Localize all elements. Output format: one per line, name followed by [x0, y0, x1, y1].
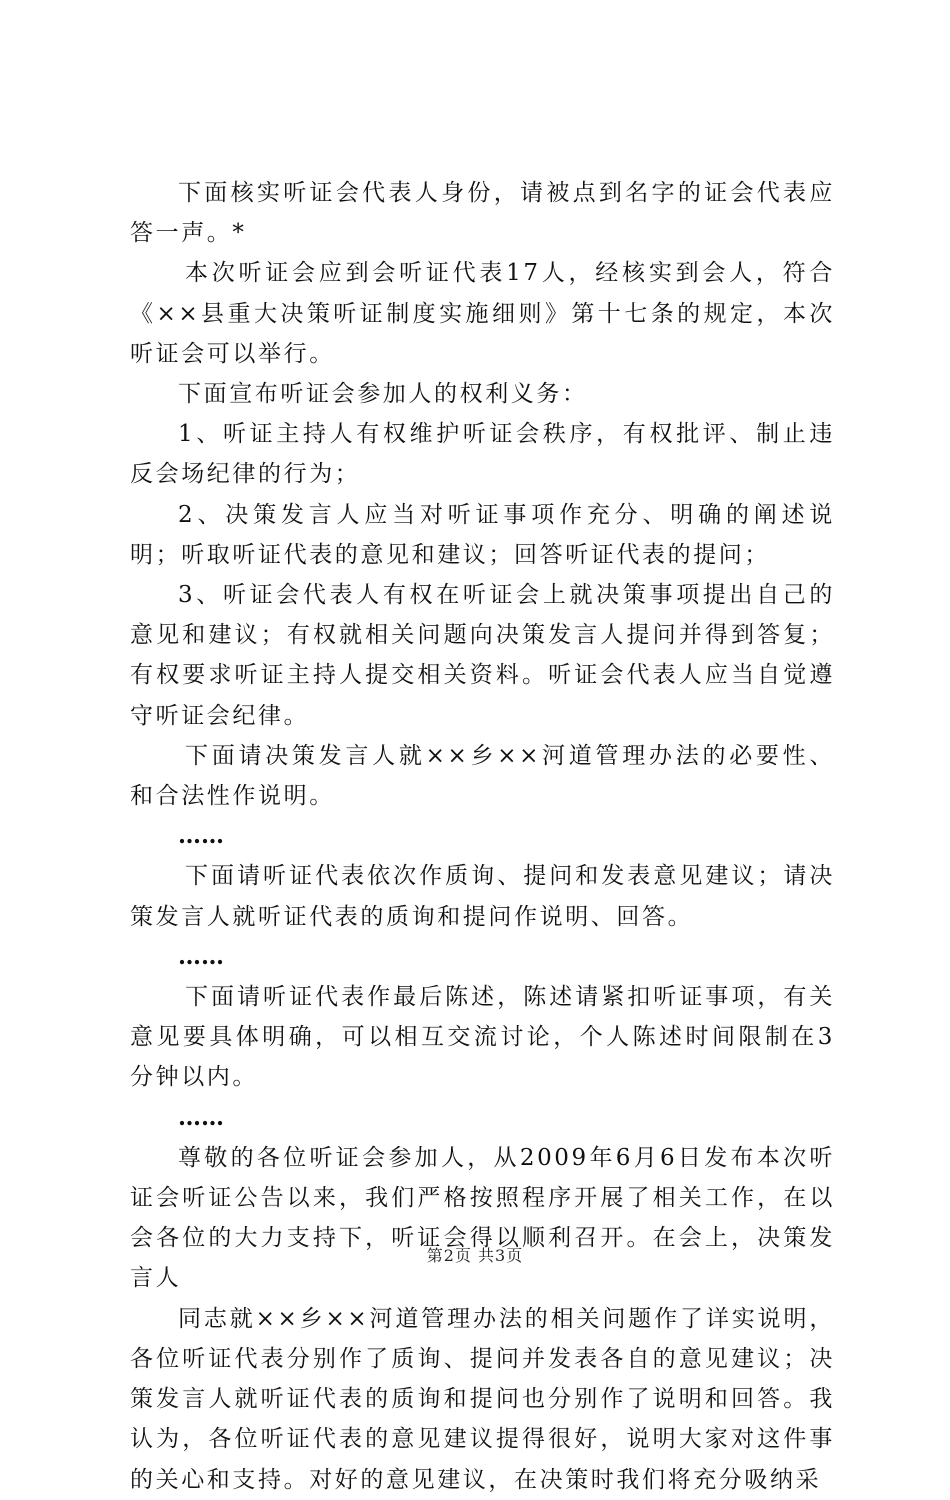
paragraph-final-statement: 下面请听证代表作最后陈述，陈述请紧扣听证事项，有关意见要具体明确，可以相互交流讨论，个人陈述时间限制在3分钟以内。	[130, 984, 835, 1091]
paragraph-closing: 尊敬的各位听证会参加人，从2009年6月6日发布本次听证会听证公告以来，我们严格按照程序开展了相关工作，在以会各位的大力支持下，听证会得以顺利召开。在会上，决策发言人	[130, 1144, 835, 1292]
paragraph-right-2: 2、决策发言人应当对听证事项作充分、明确的阐述说明；听取听证代表的意见和建议；回答听证代表的提问；	[130, 501, 835, 568]
paragraph-summary: 同志就××乡××河道管理办法的相关问题作了详实说明，各位听证代表分别作了质询、提问并发表各自的意见建议；决策发言人就听证代表的质询和提问也分别作了说明和回答。我认为，各位听证代表的意见建议提得很好，说明大家对这件事的关心和支持。对好的意见建议，在决策时我们将充分吸纳采	[130, 1305, 835, 1493]
document-body	[130, 173, 835, 1500]
page-number-footer: 第2页 共3页	[426, 1246, 524, 1265]
paragraph-verify-identity: 下面核实听证会代表人身份，请被点到名字的证会代表应答一声。*	[130, 180, 835, 247]
paragraph-attendance: 本次听证会应到会听证代表17人，经核实到会人，符合《××县重大决策听证制度实施细则》第十七条的规定，本次听证会可以举行。	[130, 260, 835, 367]
paragraph-questioning: 下面请听证代表依次作质询、提问和发表意见建议；请决策发言人就听证代表的质询和提问作说明、回答。	[130, 863, 835, 930]
ellipsis-1: ……	[178, 822, 224, 850]
paragraph-rights-intro: 下面宣布听证会参加人的权利义务：	[178, 381, 588, 408]
paragraph-right-3: 3、听证会代表人有权在听证会上就决策事项提出自己的意见和建议；有权就相关问题向决策发言人提问并得到答复；有权要求听证主持人提交相关资料。听证会代表人应当自觉遵守听证会纪律。	[130, 582, 835, 729]
ellipsis-3: ……	[178, 1103, 224, 1131]
ellipsis-2: ……	[178, 942, 224, 970]
paragraph-right-1: 1、听证主持人有权维护听证会秩序，有权批评、制止违反会场纪律的行为；	[130, 421, 835, 488]
paragraph-speaker-explain: 下面请决策发言人就××乡××河道管理办法的必要性、和合法性作说明。	[130, 742, 835, 810]
